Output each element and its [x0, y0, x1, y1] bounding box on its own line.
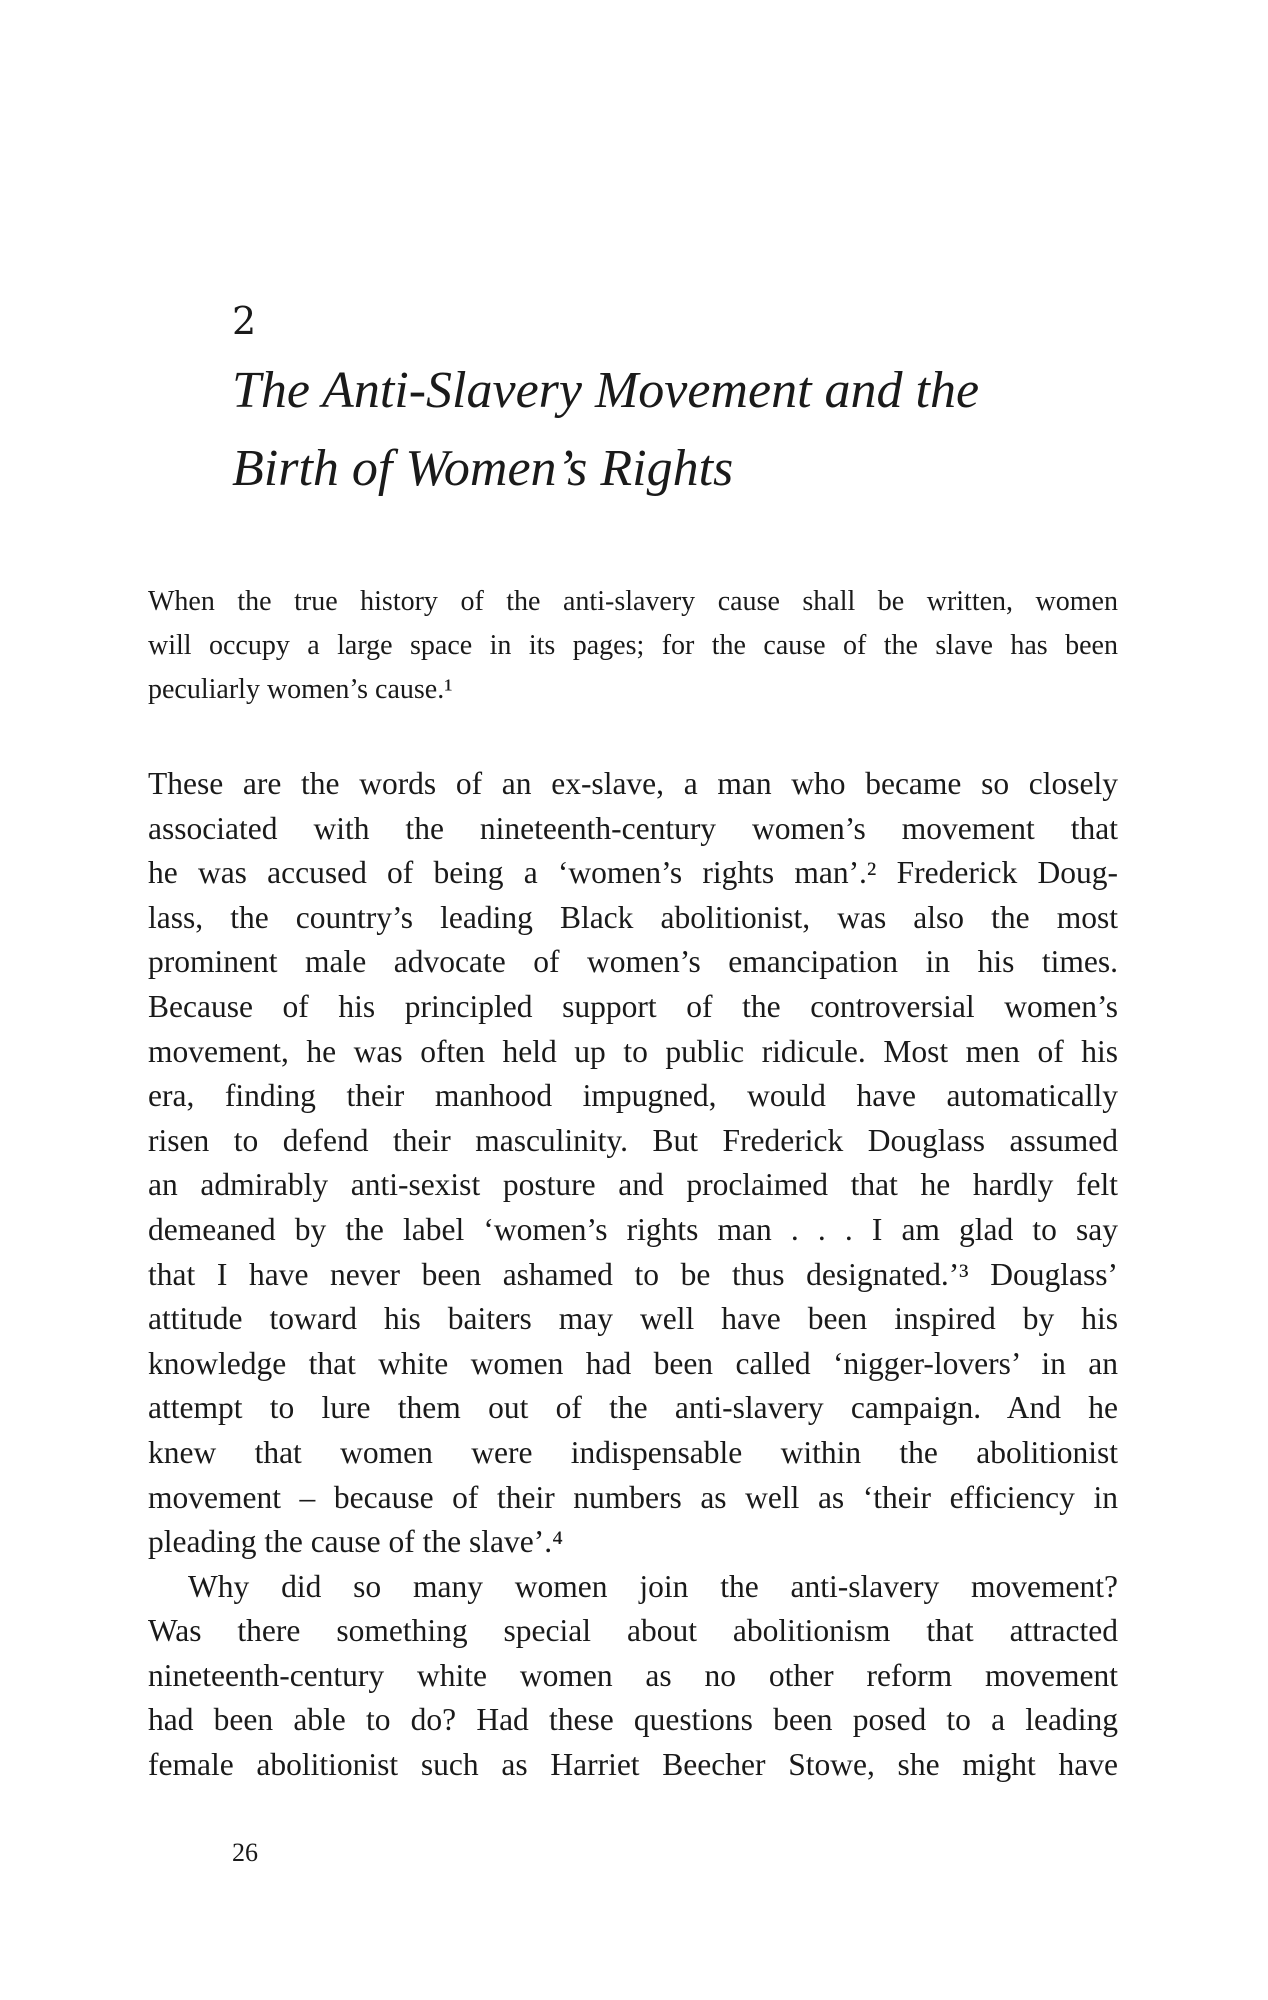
paragraph-line: attempt to lure them out of the anti-slavery campaign. And he — [148, 1390, 1118, 1426]
paragraph-line: associated with the nineteenth-century women’s movement that — [148, 810, 1118, 846]
paragraph-line: era, finding their manhood impugned, would have automatically — [148, 1078, 1118, 1114]
paragraph-line: nineteenth-century white women as no other reform movement — [148, 1657, 1118, 1693]
paragraph-line: attitude toward his baiters may well have been inspired by his — [148, 1301, 1118, 1337]
paragraph-line: an admirably anti-sexist posture and proclaimed that he hardly felt — [148, 1167, 1118, 1203]
epigraph-line: peculiarly women’s cause.¹ — [148, 674, 453, 705]
body-text — [148, 762, 1118, 1788]
paragraph-line: demeaned by the label ‘women’s rights man . . . I am glad to say — [148, 1211, 1118, 1247]
paragraph-line: movement, he was often held up to public ridicule. Most men of his — [148, 1033, 1118, 1069]
paragraph-line: These are the words of an ex-slave, a man who became so closely — [148, 766, 1118, 801]
paragraph-line: Was there something special about abolitionism that attracted — [148, 1613, 1118, 1649]
paragraph-line: prominent male advocate of women’s emancipation in his times. — [148, 944, 1118, 980]
paragraph-line: movement – because of their numbers as well as ‘their efficiency in — [148, 1479, 1118, 1515]
paragraph-line: risen to defend their masculinity. But Frederick Douglass assumed — [148, 1122, 1118, 1158]
paragraph-line: pleading the cause of the slave’.⁴ — [148, 1524, 564, 1560]
paragraph-line: female abolitionist such as Harriet Beecher Stowe, she might have — [148, 1747, 1118, 1783]
epigraph — [148, 580, 1118, 712]
paragraph-line: Because of his principled support of the controversial women’s — [148, 988, 1118, 1024]
paragraph-line: that I have never been ashamed to be thus designated.’³ Douglass’ — [148, 1256, 1118, 1292]
chapter-title — [232, 352, 1132, 508]
paragraph-line: lass, the country’s leading Black abolitionist, was also the most — [148, 899, 1118, 935]
paragraph-line: Why did so many women join the anti-slavery movement? — [188, 1568, 1118, 1604]
chapter-number: 2 — [232, 299, 257, 343]
epigraph-line: When the true history of the anti-slavery cause shall be written, women — [148, 586, 1118, 617]
page-number: 26 — [232, 1838, 258, 1867]
paragraph-line: he was accused of being a ‘women’s rights man’.² Frederick Doug- — [148, 855, 1118, 891]
paragraph-line: knowledge that white women had been called ‘nigger-lovers’ in an — [148, 1345, 1118, 1381]
paragraph-line: knew that women were indispensable within the abolitionist — [148, 1434, 1118, 1470]
chapter-title-line: The Anti-Slavery Movement and the — [232, 362, 980, 419]
paragraph-line: had been able to do? Had these questions been posed to a leading — [148, 1702, 1118, 1738]
epigraph-line: will occupy a large space in its pages; for the cause of the slave has been — [148, 630, 1118, 661]
chapter-title-line: Birth of Women’s Rights — [232, 440, 734, 497]
